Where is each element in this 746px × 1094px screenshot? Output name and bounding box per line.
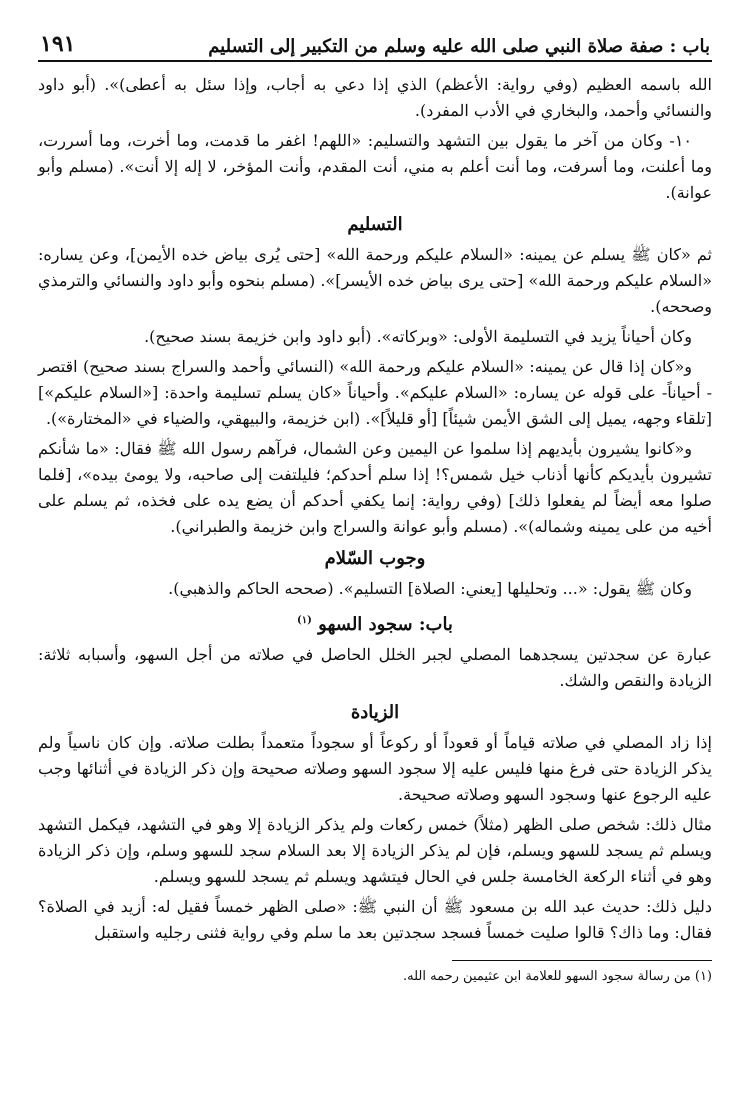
paragraph: عبارة عن سجدتين يسجدهما المصلي لجبر الخلل الحاصل في صلاته من أجل السهو، وأسبابه ثلاثة: الزيادة والنقص والشك. <box>38 645 712 690</box>
page-header <box>38 28 712 62</box>
section-heading-taslim: التسليم <box>347 214 403 235</box>
book-page <box>38 28 712 987</box>
paragraph: دليل ذلك: حديث عبد الله بن مسعود ﷺ أن النبي ﷺ: «صلى الظهر خمساً فقيل له: أزيد في الصلاة؟ فقال: وما ذاك؟ قالوا صليت خمساً فسجد سجدتين بعد ما سلم وفي رواية فثنى رجليه واستقبل <box>38 897 712 942</box>
paragraph: وكان أحياناً يزيد في التسليمة الأولى: «وبركاته». (أبو داود وابن خزيمة بسند صحيح). <box>144 327 692 346</box>
page-body <box>38 72 712 946</box>
section-heading-wujub: وجوب السّلام <box>324 548 426 569</box>
paragraph: وكان ﷺ يقول: «... وتحليلها [يعني: الصلاة] التسليم». (صححه الحاكم والذهبي). <box>168 579 692 598</box>
chapter-title: باب : صفة صلاة النبي صلى الله عليه وسلم من التكبير إلى التسليم <box>208 36 710 57</box>
paragraph: الله باسمه العظيم (وفي رواية: الأعظم) الذي إذا دعي به أجاب، وإذا سئل به أعطى)». (أبو داود والنسائي وأحمد، والبخاري في الأدب المفرد). <box>38 75 712 120</box>
paragraph: ثم «كان ﷺ يسلم عن يمينه: «السلام عليكم ورحمة الله» [حتى يُرى بياض خده الأيمن]، وعن يساره: «السلام عليكم ورحمة الله» [حتى يرى بياض خده الأيسر]». (مسلم بنحوه وأبو داود والنسائي والترمذي وصححه). <box>38 245 712 316</box>
paragraph: مثال ذلك: شخص صلى الظهر (مثلاً) خمس ركعات ولم يذكر الزيادة إلا وهو في التشهد، فيكمل التشهد ويسلم ثم يسجد للسهو ويسلم، فإن لم يذكر الزيادة إلا بعد السلام سجد للسهو وسلم، وإن ذكر الزيادة وهو في أثناء الركعة الخامسة جلس في الحال فيتشهد ويسلم ثم يسجد للسهو ويسلم. <box>38 815 712 886</box>
footnote-marker: (١) <box>297 615 312 626</box>
footnote-divider <box>452 960 712 961</box>
paragraph: و«كانوا يشيرون بأيديهم إذا سلموا عن اليمين وعن الشمال، فرآهم رسول الله ﷺ فقال: «ما شأنكم تشيرون بأيديكم كأنها أذناب خيل شمس؟! إذا سلم أحدكم؛ فليلتفت إلى صاحبه، ولا يومئ بيده»، [فلما صلوا معه أيضاً لم يفعلوا ذلك] (وفي رواية: إنما يكفي أحدكم أن يضع يده على فخذه، ثم يسلم على أخيه من على يمينه وشماله)». (مسلم وأبو عوانة والسراج وابن خزيمة والطبراني). <box>38 439 712 536</box>
section-heading-ziyada: الزيادة <box>350 702 400 723</box>
footnote: (١) من رسالة سجود السهو للعلامة ابن عثيمين رحمه الله. <box>403 969 712 984</box>
section-heading-sahw <box>38 608 712 638</box>
paragraph: و«كان إذا قال عن يمينه: «السلام عليكم ورحمة الله» (النسائي وأحمد والسراج بسند صحيح) اقتصر - أحياناً- على قوله عن يساره: «السلام عليكم». وأحياناً «كان يسلم تسليمة واحدة: [«السلام عليكم»] [تلقاء وجهه، يميل إلى الشق الأيمن شيئاً] [أو قليلاً]». (ابن خزيمة، والبيهقي، والضياء في «المختارة»). <box>38 357 712 428</box>
paragraph: ١٠- وكان من آخر ما يقول بين التشهد والتسليم: «اللهم! اغفر ما قدمت، وما أخرت، وما أسررت، وما أعلنت، وما أسرفت، وما أنت أعلم به مني، أنت المقدم، وأنت المؤخر، لا إله إلا أنت». (مسلم وأبو عوانة). <box>38 131 712 202</box>
page-number: ١٩١ <box>40 31 76 57</box>
paragraph: إذا زاد المصلي في صلاته قياماً أو قعوداً أو ركوعاً أو سجوداً متعمداً بطلت صلاته. وإن كان ناسياً ولم يذكر الزيادة حتى فرغ منها فليس عليه إلا سجود السهو وصلاته صحيحة وإن ذكر الزيادة في أثنائها وجب عليه الرجوع عنها وسجود السهو وصلاته صحيحة. <box>38 733 713 804</box>
sahw-heading-text: باب: سجود السهو <box>318 614 453 635</box>
